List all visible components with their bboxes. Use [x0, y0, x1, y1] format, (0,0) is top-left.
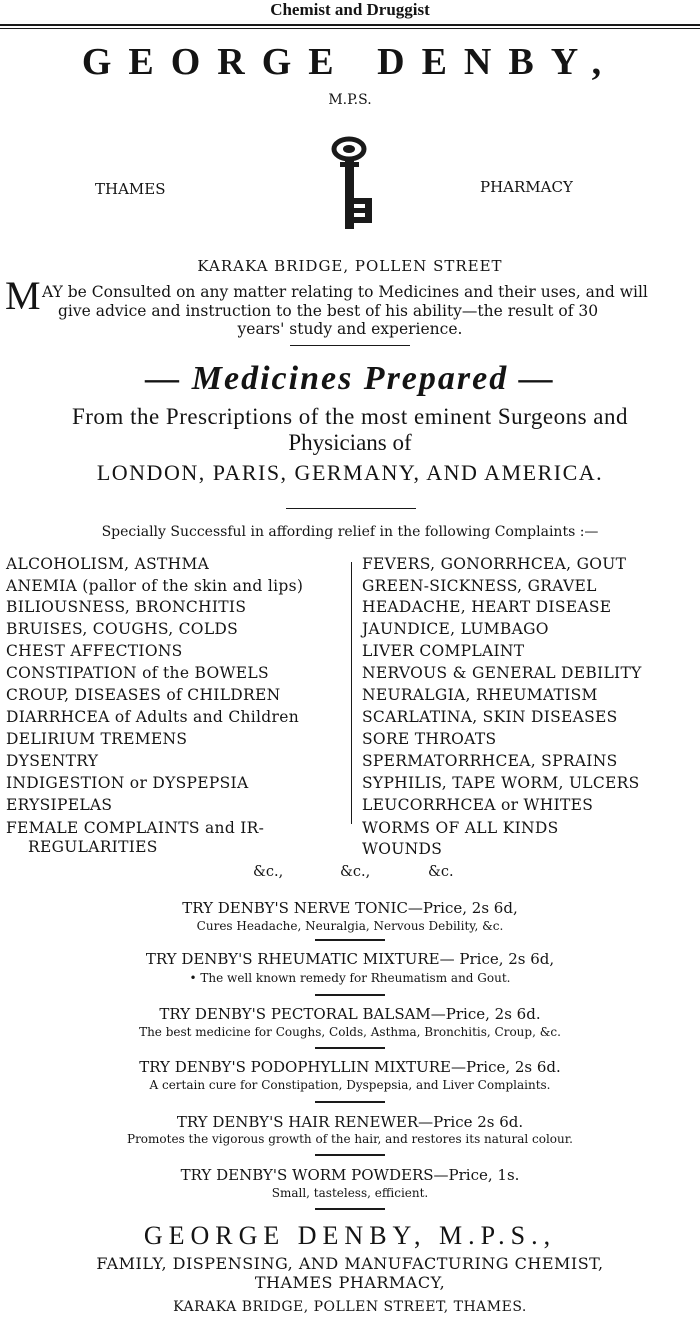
divider-2 — [286, 508, 416, 509]
product-description: A certain cure for Constipation, Dyspepsia, and Liver Complaints. — [149, 1078, 551, 1092]
complaint-item: JAUNDICE, LUMBAGO — [362, 620, 549, 638]
complaints-intro: Specially Successful in affording relief in the following Complaints :— — [101, 524, 599, 540]
product-title: TRY DENBY'S PECTORAL BALSAM—Price, 2s 6d. — [159, 1005, 541, 1023]
product-title: TRY DENBY'S WORM POWDERS—Price, 1s. — [180, 1166, 520, 1184]
cities-line: LONDON, PARIS, GERMANY, AND AMERICA. — [96, 460, 604, 485]
complaint-item: NERVOUS & GENERAL DEBILITY — [362, 664, 642, 682]
header-rule — [0, 24, 700, 26]
complaint-item: SPERMATORRHCEA, SPRAINS — [362, 752, 618, 770]
complaint-item: BRUISES, COUGHS, COLDS — [6, 620, 239, 638]
complaint-item: DELIRIUM TREMENS — [6, 730, 188, 748]
pharmacy-label: PHARMACY — [480, 178, 573, 196]
complaint-item: LEUCORRHCEA or WHITES — [362, 796, 594, 814]
complaint-item: WOUNDS — [362, 840, 443, 858]
complaint-item: NEURALGIA, RHEUMATISM — [362, 686, 598, 704]
complaint-item: FEMALE COMPLAINTS and IR- — [6, 819, 265, 837]
shop-address: KARAKA BRIDGE, POLLEN STREET — [197, 257, 503, 275]
complaint-item: BILIOUSNESS, BRONCHITIS — [6, 598, 247, 616]
footer-proprietor-name: GEORGE DENBY, M.P.S., — [143, 1221, 557, 1250]
medicines-prepared-headline: — Medicines Prepared — — [145, 360, 555, 397]
complaint-item: FEVERS, GONORRHCEA, GOUT — [362, 555, 627, 573]
complaint-item: ANEMIA (pallor of the skin and lips) — [6, 577, 304, 595]
etc-item: &c. — [428, 864, 454, 880]
complaint-item: HEADACHE, HEART DISEASE — [362, 598, 612, 616]
complaint-item: GREEN-SICKNESS, GRAVEL — [362, 577, 597, 595]
complaint-item: DYSENTRY — [6, 752, 99, 770]
complaint-item: ALCOHOLISM, ASTHMA — [6, 555, 210, 573]
product-divider — [315, 1154, 385, 1156]
prescriptions-line-1: From the Prescriptions of the most eminent Surgeons and — [71, 404, 629, 429]
intro-dropcap: M — [5, 273, 41, 318]
product-title: TRY DENBY'S NERVE TONIC—Price, 2s 6d, — [182, 899, 518, 917]
product-divider — [315, 939, 385, 941]
key-emblem-icon — [318, 132, 382, 236]
product-divider — [315, 994, 385, 996]
complaint-item: CROUP, DISEASES of CHILDREN — [6, 686, 281, 704]
complaint-item: ERYSIPELAS — [6, 796, 113, 814]
product-description: The best medicine for Coughs, Colds, Asthma, Bronchitis, Croup, &c. — [139, 1025, 561, 1039]
footer-line-2: THAMES PHARMACY, — [254, 1273, 446, 1292]
etc-item: &c., — [253, 864, 284, 880]
complaint-item: CHEST AFFECTIONS — [6, 642, 183, 660]
complaint-item: LIVER COMPLAINT — [362, 642, 525, 660]
complaint-item: CONSTIPATION of the BOWELS — [6, 664, 269, 682]
complaint-item: SORE THROATS — [362, 730, 497, 748]
proprietor-credentials: M.P.S. — [328, 92, 372, 108]
etc-item: &c., — [340, 864, 371, 880]
proprietor-name: GEORGE DENBY, — [81, 41, 619, 83]
thames-label: THAMES — [95, 180, 166, 198]
complaint-item: WORMS OF ALL KINDS — [362, 819, 559, 837]
product-title: TRY DENBY'S HAIR RENEWER—Price 2s 6d. — [176, 1113, 524, 1131]
complaint-item: INDIGESTION or DYSPEPSIA — [6, 774, 249, 792]
footer-line-3: KARAKA BRIDGE, POLLEN STREET, THAMES. — [173, 1299, 527, 1315]
product-title: TRY DENBY'S RHEUMATIC MIXTURE— Price, 2s 6d, — [145, 950, 555, 968]
complaint-item: REGULARITIES — [28, 838, 158, 856]
product-divider — [315, 1047, 385, 1049]
intro-line-2: give advice and instruction to the best of his ability—the result of 30 — [58, 302, 599, 320]
footer-line-1: FAMILY, DISPENSING, AND MANUFACTURING CHEMIST, — [96, 1254, 604, 1273]
product-description: Promotes the vigorous growth of the hair, and restores its natural colour. — [127, 1132, 573, 1146]
header-rule-thin — [0, 28, 700, 29]
intro-line-3: years' study and experience. — [237, 320, 463, 338]
divider-1 — [290, 345, 410, 346]
intro-line-1: AY be Consulted on any matter relating to Medicines and their uses, and will — [42, 283, 648, 301]
product-divider — [315, 1101, 385, 1103]
product-description: • The well known remedy for Rheumatism and Gout. — [189, 971, 511, 985]
product-description: Small, tasteless, efficient. — [271, 1186, 429, 1200]
complaint-item: SYPHILIS, TAPE WORM, ULCERS — [362, 774, 640, 792]
product-title: TRY DENBY'S PODOPHYLLIN MIXTURE—Price, 2s 6d. — [139, 1058, 561, 1076]
complaint-item: DIARRHCEA of Adults and Children — [6, 708, 299, 726]
product-divider — [315, 1208, 385, 1210]
header-title: Chemist and Druggist — [270, 0, 430, 19]
complaint-item: SCARLATINA, SKIN DISEASES — [362, 708, 618, 726]
prescriptions-line-2: Physicians of — [288, 430, 412, 455]
product-description: Cures Headache, Neuralgia, Nervous Debility, &c. — [196, 919, 504, 933]
column-divider — [351, 562, 352, 824]
